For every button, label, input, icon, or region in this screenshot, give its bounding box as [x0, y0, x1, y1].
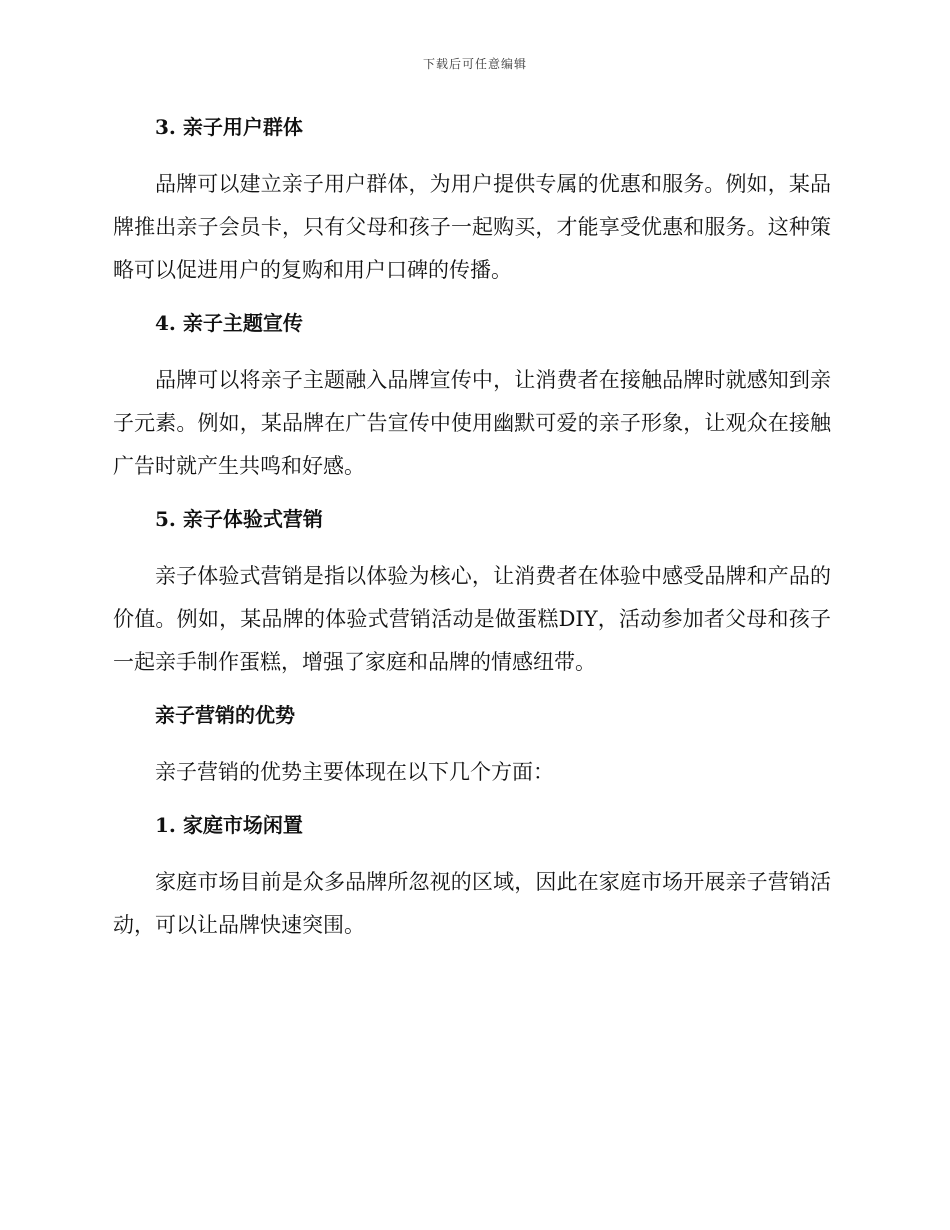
document-body: [113, 108, 831, 947]
section-heading-advantages: 亲子营销的优势: [155, 703, 295, 727]
section-paragraph-theme-promotion: 品牌可以将亲子主题融入品牌宣传中，让消费者在接触品牌时就感知到亲子元素。例如，某品牌在广告宣传中使用幽默可爱的亲子形象，让观众在接触广告时就产生共鸣和好感。: [113, 368, 831, 478]
header-note: 下载后可任意编辑: [422, 57, 527, 71]
section-heading-family-market: 1. 家庭市场闲置: [155, 813, 303, 837]
section-heading-user-group: 3. 亲子用户群体: [155, 115, 303, 139]
section-paragraph-advantages: 亲子营销的优势主要体现在以下几个方面：: [155, 760, 554, 784]
section-paragraph-experiential-marketing: 亲子体验式营销是指以体验为核心，让消费者在体验中感受品牌和产品的价值。例如，某品牌的体验式营销活动是做蛋糕DIY，活动参加者父母和孩子一起亲手制作蛋糕，增强了家庭和品牌的情感纽带。: [113, 564, 831, 674]
section-paragraph-user-group: 品牌可以建立亲子用户群体，为用户提供专属的优惠和服务。例如，某品牌推出亲子会员卡，只有父母和孩子一起购买，才能享受优惠和服务。这种策略可以促进用户的复购和用户口碑的传播。: [113, 172, 831, 282]
section-heading-theme-promotion: 4. 亲子主题宣传: [155, 311, 303, 335]
section-heading-experiential-marketing: 5. 亲子体验式营销: [155, 507, 323, 531]
section-paragraph-family-market: 家庭市场目前是众多品牌所忽视的区域，因此在家庭市场开展亲子营销活动，可以让品牌快速突围。: [113, 870, 831, 937]
